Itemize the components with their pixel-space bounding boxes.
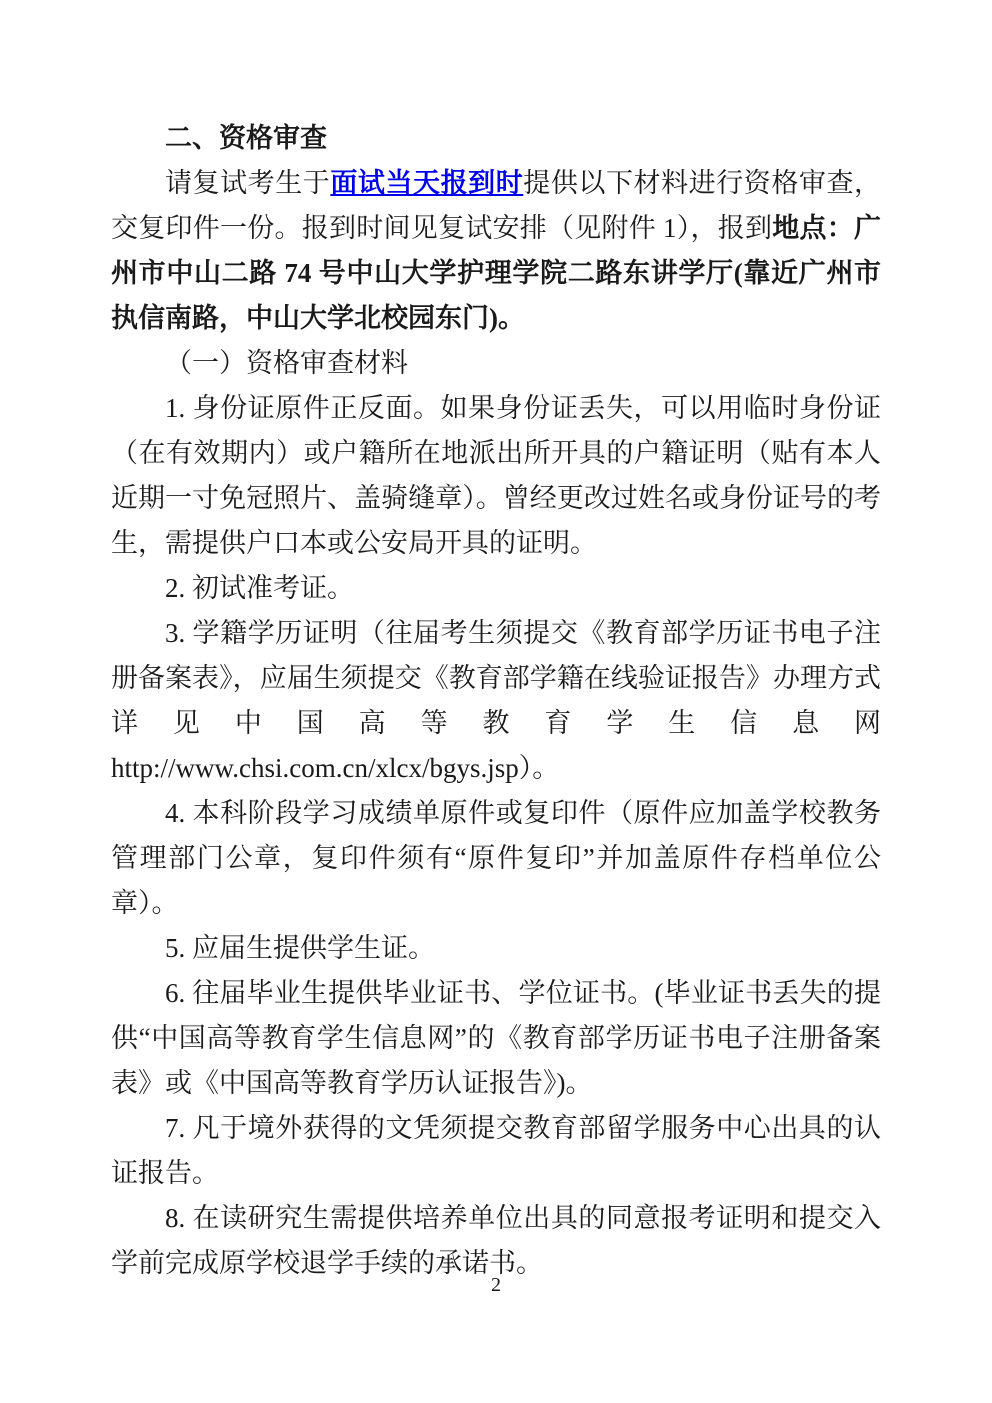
text-segment: 提供以下材料进行资格审查，交复印件一份。报到时间见复试安排（见附件 1），报到	[111, 168, 882, 243]
text-segment: （一）资格审查材料	[165, 348, 408, 378]
text-segment: 8. 在读研究生需提供培养单位出具的同意报考证明和提交入学前完成原学校退学手续的承诺书。	[111, 1203, 881, 1278]
subsection-heading	[111, 341, 881, 386]
text-segment: 3. 学籍学历证明（往届考生须提交《教育部学历证书电子注册备案表》，应届生须提交《教育部学籍在线验证报告》办理方式详见中国高等教育学生信息网 http://www.chsi.com.cn/xlcx/bgys.jsp）。	[111, 618, 881, 783]
text-segment: 7. 凡于境外获得的文凭须提交教育部留学服务中心出具的认证报告。	[111, 1113, 881, 1188]
section-heading	[111, 116, 881, 161]
item-3	[111, 611, 881, 791]
text-segment: 2. 初试准考证。	[165, 573, 354, 603]
document-body	[111, 116, 881, 1286]
item-1	[111, 386, 881, 566]
text-segment: 5. 应届生提供学生证。	[165, 933, 435, 963]
text-segment: 地点：广州市中山二路 74 号中山大学护理学院二路东讲学厅(靠近广州市执信南路，中山大学北校园东门)。	[111, 213, 881, 333]
intro-paragraph	[111, 161, 881, 341]
item-6	[111, 971, 881, 1106]
link-text[interactable]: 面试当天报到时	[330, 168, 524, 198]
text-segment: 6. 往届毕业生提供毕业证书、学位证书。(毕业证书丢失的提供“中国高等教育学生信息网”的《教育部学历证书电子注册备案表》或《中国高等教育学历认证报告》)。	[111, 978, 881, 1098]
text-segment: 1. 身份证原件正反面。如果身份证丢失，可以用临时身份证（在有效期内）或户籍所在地派出所开具的户籍证明（贴有本人近期一寸免冠照片、盖骑缝章）。曾经更改过姓名或身份证号的考生，需提供户口本或公安局开具的证明。	[111, 393, 881, 558]
item-5	[111, 926, 881, 971]
item-7	[111, 1106, 881, 1196]
item-4	[111, 791, 881, 926]
page-number: 2	[491, 1274, 501, 1296]
text-segment: 二、资格审查	[165, 123, 327, 153]
text-segment: 4. 本科阶段学习成绩单原件或复印件（原件应加盖学校教务管理部门公章，复印件须有“原件复印”并加盖原件存档单位公章）。	[111, 798, 881, 918]
text-segment: 请复试考生于	[165, 168, 331, 198]
item-2	[111, 566, 881, 611]
